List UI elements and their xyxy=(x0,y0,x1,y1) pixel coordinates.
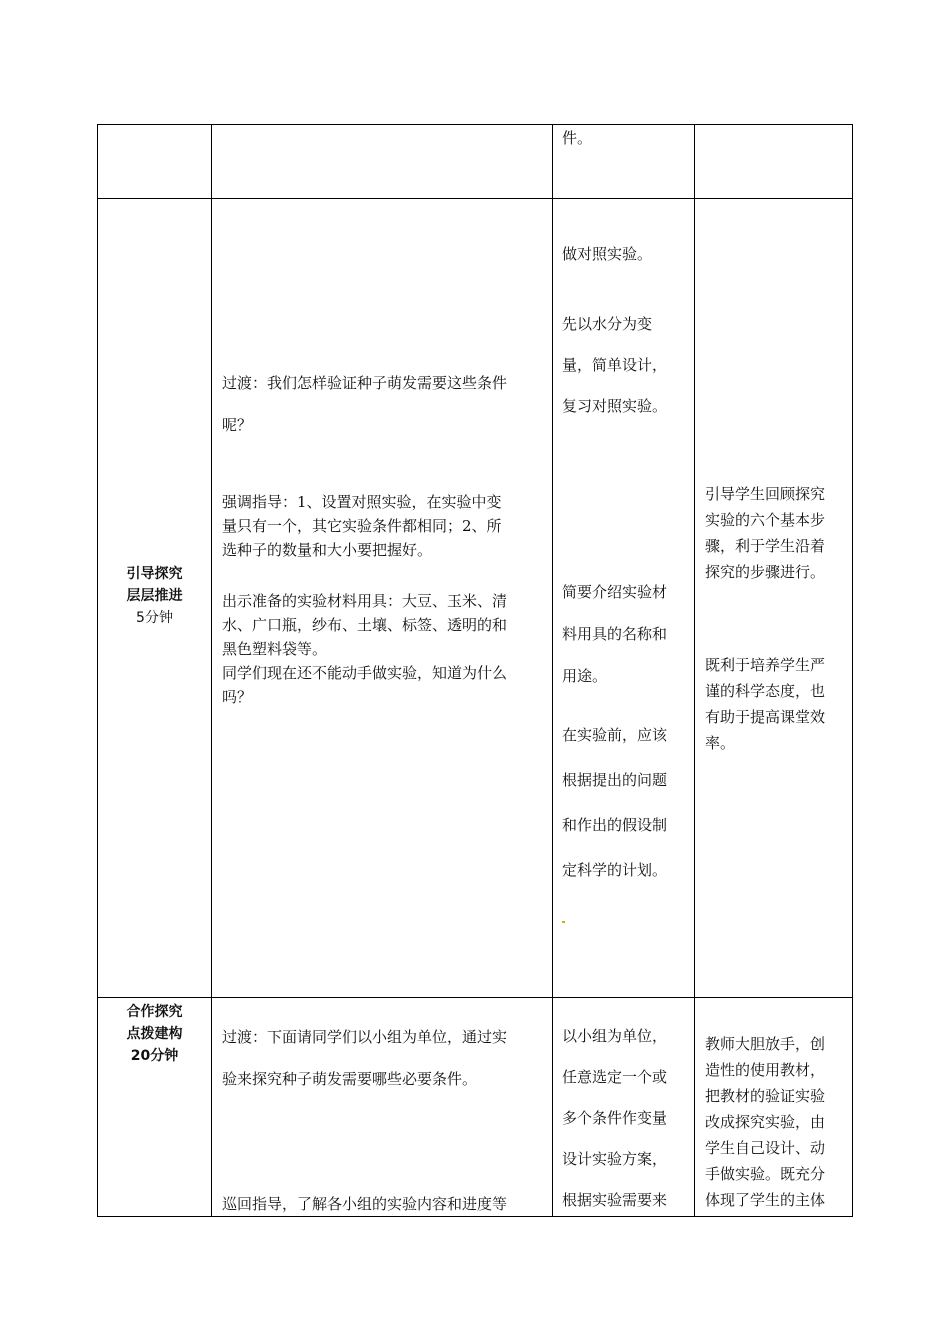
table-border-right xyxy=(852,124,853,1217)
teacher-emphasis-text: 强调指导：1、设置对照实验，在实验中变 量只有一个，其它实验条件都相同；2、所 选种子的数量和大小要把握好。 xyxy=(222,493,502,559)
teacher-transition-text: 过渡：我们怎样验证种子萌发需要这些条件 呢？ xyxy=(222,374,508,434)
student-text-c: 简要介绍实验材 料用具的名称和 用途。 xyxy=(562,583,668,685)
student-text-e: 以小组为单位， 任意选定一个或 多个条件作变量 设计实验方案， 根据实验需要来 xyxy=(562,1027,668,1209)
stage-label-cooperative-inquiry: 合作探究 点拨建构 20分钟 xyxy=(126,1004,183,1064)
student-text-d: 在实验前，应该 根据提出的问题 和作出的假设制 定科学的计划。 xyxy=(562,726,668,879)
stray-mark xyxy=(562,921,565,923)
student-text-b: 先以水分为变 量，简单设计， 复习对照实验。 xyxy=(562,315,668,415)
student-text-a: 做对照实验。 xyxy=(562,245,653,263)
column-divider xyxy=(211,124,212,1217)
teacher-materials-text: 出示准备的实验材料用具：大豆、玉米、清 水、广口瓶，纱布、土壤、标签、透明的和 黑色塑料袋等。 同学们现在还不能动手做实验，知道为什么 吗？ xyxy=(222,592,508,706)
teacher-transition-text-2: 过渡：下面请同学们以小组为单位，通过实 验来探究种子萌发需要哪些必要条件。 xyxy=(222,1028,508,1088)
intent-text-c: 教师大胆放手，创 造性的使用教材， 把教材的验证实验 改成探究实验，由 学生自己设计、动 手做实验。既充分 体现了学生的主体 xyxy=(705,1035,826,1209)
stage-label-guided-inquiry: 引导探究 层层推进 5分钟 xyxy=(126,566,183,626)
intent-text-a: 引导学生回顾探究 实验的六个基本步 骤，利于学生沿着 探究的步骤进行。 xyxy=(705,485,826,581)
intent-text-b: 既利于培养学生严 谨的科学态度，也 有助于提高课堂效 率。 xyxy=(705,656,826,752)
row1-student-text: 件。 xyxy=(562,129,593,147)
column-divider xyxy=(552,124,553,1217)
teacher-guidance-text: 巡回指导，了解各小组的实验内容和进度等 xyxy=(222,1195,508,1213)
column-divider xyxy=(694,124,695,1217)
